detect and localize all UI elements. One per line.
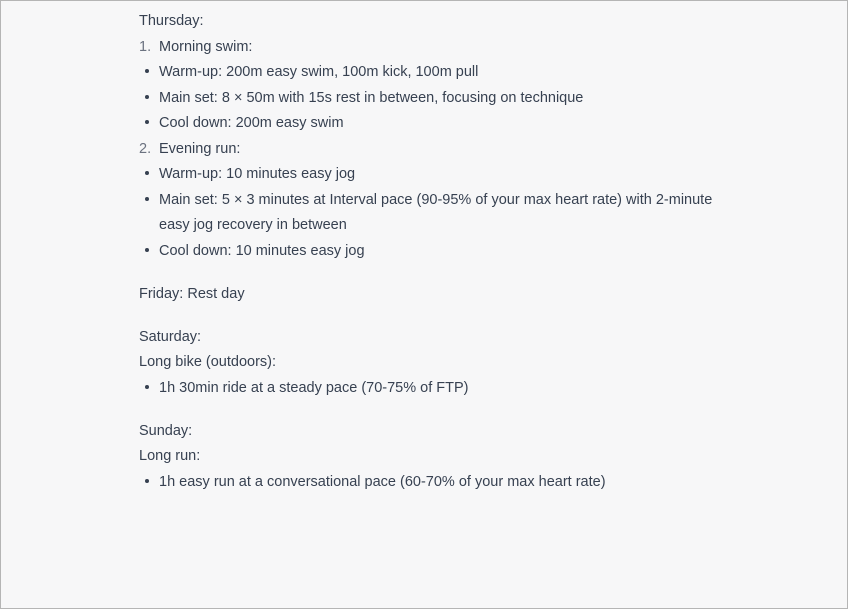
saturday-details bbox=[139, 376, 739, 402]
list-item: Main set: 8 × 50m with 15s rest in between, focusing on technique bbox=[139, 86, 739, 112]
thursday-workout-list-2 bbox=[139, 137, 739, 163]
workout-title: Evening run: bbox=[159, 140, 241, 157]
list-item: Warm-up: 10 minutes easy jog bbox=[139, 162, 739, 188]
saturday-subheading: Long bike (outdoors): bbox=[139, 354, 277, 370]
day-heading-friday: Friday: Rest day bbox=[139, 285, 245, 302]
list-item: 1h 30min ride at a steady pace (70-75% of FTP) bbox=[139, 376, 739, 402]
day-heading-thursday: Thursday: bbox=[139, 13, 204, 29]
list-item: 1h easy run at a conversational pace (60-70% of your max heart rate) bbox=[139, 470, 739, 496]
workout-title: Morning swim: bbox=[159, 38, 253, 55]
message-content bbox=[139, 9, 739, 495]
sunday-details bbox=[139, 470, 739, 496]
day-heading-saturday: Saturday: bbox=[139, 328, 202, 345]
list-number: 1. bbox=[139, 38, 152, 55]
list-item: Cool down: 200m easy swim bbox=[139, 111, 739, 137]
workout-item-evening-run bbox=[139, 137, 739, 163]
evening-run-details bbox=[139, 162, 739, 264]
list-item: Cool down: 10 minutes easy jog bbox=[139, 239, 739, 265]
workout-item-morning-swim bbox=[139, 35, 739, 61]
list-item: Main set: 5 × 3 minutes at Interval pace (90-95% of your max heart rate) with 2-minute easy jog recovery in between bbox=[139, 188, 719, 239]
sunday-subheading: Long run: bbox=[139, 448, 201, 464]
list-item: Warm-up: 200m easy swim, 100m kick, 100m pull bbox=[139, 60, 739, 86]
morning-swim-details bbox=[139, 60, 739, 137]
list-number: 2. bbox=[139, 140, 152, 157]
day-heading-sunday: Sunday: bbox=[139, 422, 193, 439]
thursday-workout-list bbox=[139, 35, 739, 61]
